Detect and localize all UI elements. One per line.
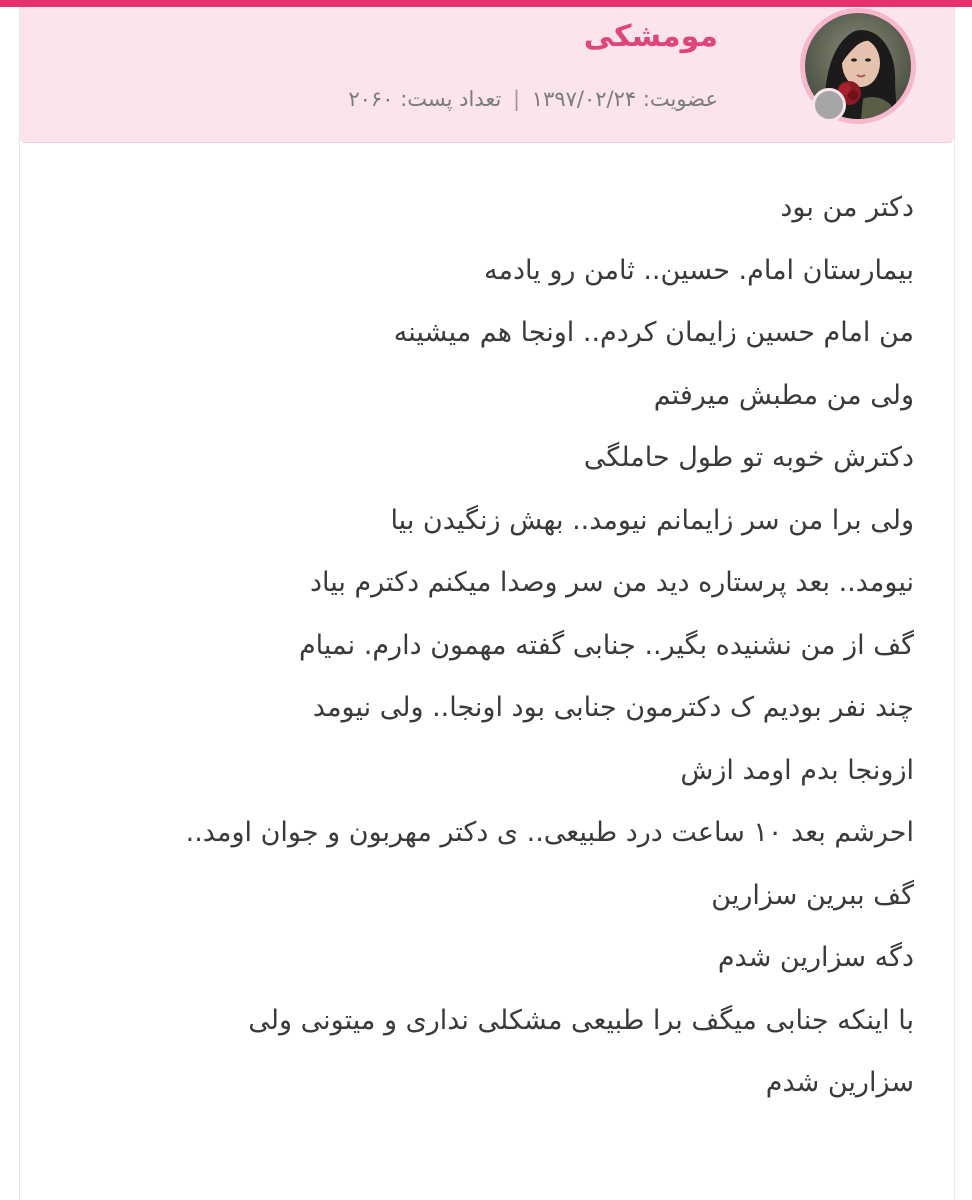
post-line: احرشم بعد ۱۰ ساعت درد طبیعی.. ی دکتر مهربون و جوان اومد.. <box>185 817 914 848</box>
post-line: ولی برا من سر زایمانم نیومد.. بهش زنگیدن بیا <box>390 504 914 536</box>
post-line: من امام حسین زایمان کردم.. اونجا هم میشینه <box>393 317 914 348</box>
post-header <box>20 7 954 143</box>
user-meta <box>348 87 718 111</box>
post-count-label: تعداد پست: <box>400 87 502 111</box>
post-body <box>54 177 914 1115</box>
membership-date: ۱۳۹۷/۰۲/۲۴ <box>531 87 637 111</box>
post-line: گف از من نشنیده بگیر.. جنابی گفته مهمون دارم. نمیام <box>298 629 914 661</box>
post-line: گف ببرین سزارین <box>711 879 914 911</box>
top-accent-bar <box>0 0 972 7</box>
post-line: بیمارستان امام. حسین.. ثامن رو یادمه <box>484 254 914 286</box>
post-line: دگه سزارین شدم <box>717 942 914 973</box>
post-line: با اینکه جنابی میگف برا طبیعی مشکلی نداری و میتونی ولی <box>248 1004 914 1036</box>
membership-label: عضویت: <box>642 87 718 111</box>
post-card <box>19 7 955 1200</box>
meta-separator: | <box>513 87 521 111</box>
post-line: دکتر من بود <box>780 192 914 223</box>
post-line: دکترش خوبه تو طول حاملگی <box>583 442 914 473</box>
post-count: ۲۰۶۰ <box>348 87 394 111</box>
post-line: سزارین شدم <box>765 1067 914 1098</box>
post-line: ولی من مطبش میرفتم <box>653 379 914 411</box>
post-line: نیومد.. بعد پرستاره دید من سر وصدا میکنم دکترم بیاد <box>309 567 914 598</box>
offline-status-icon <box>812 88 846 122</box>
username[interactable]: مومشکی <box>583 19 718 54</box>
post-line: چند نفر بودیم ک دکترمون جنابی بود اونجا.. ولی نیومد <box>312 692 914 723</box>
post-line: ازونجا بدم اومد ازش <box>680 754 914 786</box>
